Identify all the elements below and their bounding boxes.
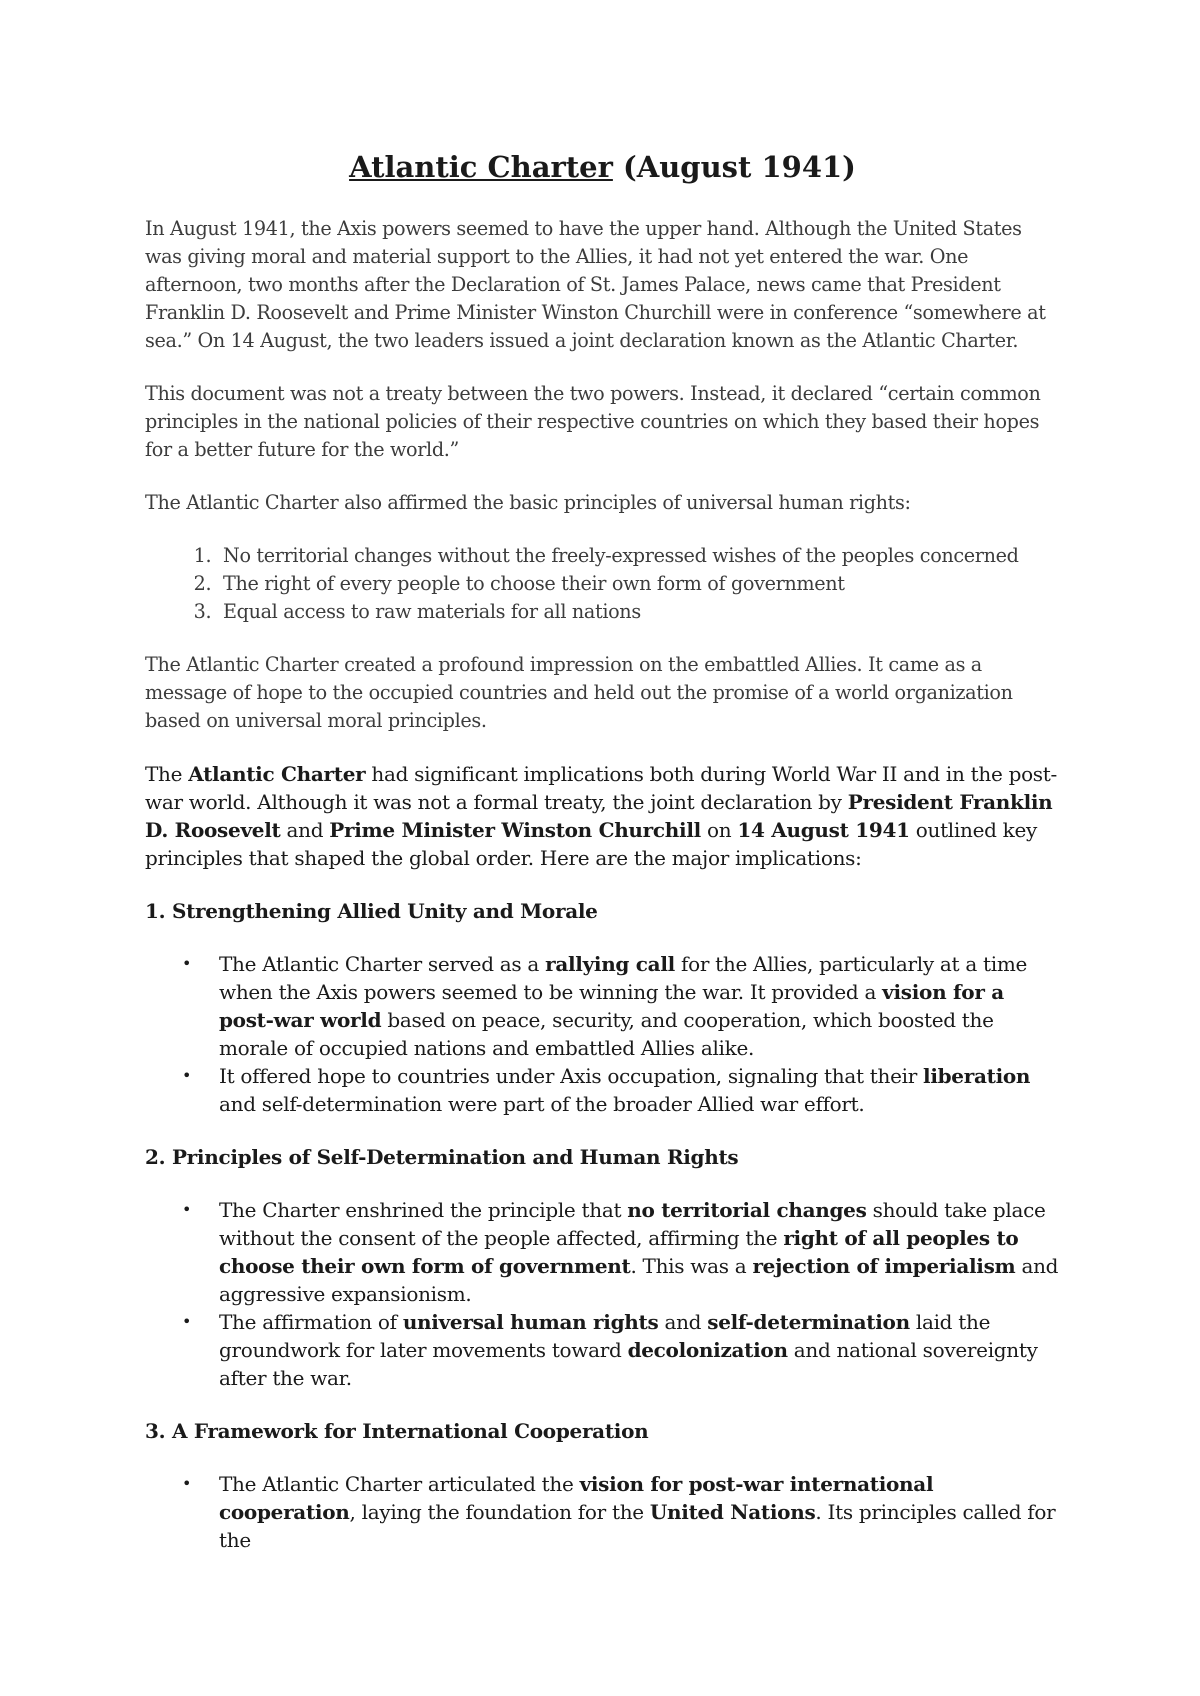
text-run: and self-determination were part of the broader Allied war effort.: [219, 1092, 865, 1116]
bullet-icon: •: [182, 1200, 192, 1219]
bold-term: President Franklin D. Roosevelt: [145, 790, 1053, 842]
bold-term: liberation: [923, 1064, 1031, 1088]
section-2-bullets: [145, 1196, 1060, 1392]
section-1-heading: 1. Strengthening Allied Unity and Morale: [145, 899, 598, 923]
document-page: [145, 145, 1060, 1579]
text-run: The Atlantic Charter articulated the: [219, 1472, 580, 1496]
section-1-bullets: [145, 950, 1060, 1118]
text-run: based on peace, security, and cooperation, which boosted the morale of occupied nations and embattled Allies alike.: [219, 1008, 994, 1060]
text-run: and national sovereignty after the war.: [219, 1338, 1038, 1390]
text-run: and: [280, 818, 330, 842]
section-2-heading: 2. Principles of Self-Determination and Human Rights: [145, 1145, 739, 1169]
bold-term: rejection of imperialism: [752, 1254, 1016, 1278]
principles-list: [145, 542, 1060, 626]
title-date: (August 1941): [612, 150, 856, 184]
text-run: , laying the foundation for the: [349, 1500, 650, 1524]
bullet-icon: •: [182, 1474, 192, 1493]
bold-term: decolonization: [627, 1338, 788, 1362]
text-run: on: [700, 818, 738, 842]
list-item: [182, 950, 1060, 1062]
list-item: 1. No territorial changes without the freely-expressed wishes of the peoples concerned: [217, 542, 1060, 570]
text-run: had significant implications both during World War II and in the post-war world. Although it was not a formal treaty, the joint declaration by: [145, 762, 1057, 814]
bold-term: Prime Minister Winston Churchill: [329, 818, 701, 842]
text-run: laid the groundwork for later movements toward: [219, 1310, 991, 1362]
bold-term: right of all peoples to choose their own form of government: [219, 1226, 1019, 1278]
text-run: . This was a: [630, 1254, 753, 1278]
list-item: 2. The right of every people to choose their own form of government: [217, 570, 1060, 598]
text-run: . Its principles called for the: [219, 1500, 1056, 1552]
section-3-bullets: [145, 1470, 1060, 1554]
list-item: [182, 1308, 1060, 1392]
bold-term: no territorial changes: [627, 1198, 867, 1222]
intro-section: [145, 215, 1060, 735]
text-run: for the Allies, particularly at a time when the Axis powers seemed to be winning the war. It provided a: [219, 952, 1028, 1004]
intro-paragraph-4: The Atlantic Charter created a profound impression on the embattled Allies. It came as a message of hope to the occupied countries and held out the promise of a world organization based on universal moral principles.: [145, 653, 1013, 732]
bold-term: rallying call: [545, 952, 675, 976]
implications-section: [145, 760, 1060, 1554]
implications-intro: [145, 760, 1060, 872]
list-item: [182, 1196, 1060, 1308]
text-run: and aggressive expansionism.: [219, 1254, 1059, 1306]
text-run: outlined key principles that shaped the global order. Here are the major implications:: [145, 818, 1038, 870]
section-3-heading: 3. A Framework for International Cooperation: [145, 1419, 649, 1443]
title-main: Atlantic Charter: [349, 150, 613, 184]
bullet-icon: •: [182, 954, 192, 973]
bold-term: 14 August 1941: [737, 818, 910, 842]
list-item: [182, 1470, 1060, 1554]
document-title: [145, 145, 1060, 189]
text-run: It offered hope to countries under Axis occupation, signaling that their: [219, 1064, 924, 1088]
text-run: The Charter enshrined the principle that: [219, 1198, 628, 1222]
intro-paragraph-1: In August 1941, the Axis powers seemed to have the upper hand. Although the United States was giving moral and material support to the Allies, it had not yet entered the war. One afternoon, two months after the Declaration of St. James Palace, news came that President Franklin D. Roosevelt and Prime Minister Winston Churchill were in conference “somewhere at sea.” On 14 August, the two leaders issued a joint declaration known as the Atlantic Charter.: [145, 217, 1046, 352]
text-run: The Atlantic Charter served as a: [219, 952, 546, 976]
bold-term: self-determination: [707, 1310, 910, 1334]
bold-term: vision for a post-war world: [219, 980, 1004, 1032]
bullet-icon: •: [182, 1312, 192, 1331]
text-run: should take place without the consent of the people affected, affirming the: [219, 1198, 1046, 1250]
list-item: [182, 1062, 1060, 1118]
intro-paragraph-2: This document was not a treaty between the two powers. Instead, it declared “certain common principles in the national policies of their respective countries on which they based their hopes for a better future for the world.”: [145, 382, 1041, 461]
list-item: 3. Equal access to raw materials for all nations: [217, 598, 1060, 626]
bold-term: vision for post-war international cooperation: [219, 1472, 934, 1524]
text-run: The: [145, 762, 189, 786]
text-run: The affirmation of: [219, 1310, 403, 1334]
bold-term: universal human rights: [402, 1310, 659, 1334]
bullet-icon: •: [182, 1066, 192, 1085]
bold-term: United Nations: [649, 1500, 816, 1524]
bold-term: Atlantic Charter: [188, 762, 366, 786]
intro-paragraph-3: The Atlantic Charter also affirmed the basic principles of universal human rights:: [145, 491, 911, 514]
text-run: and: [658, 1310, 708, 1334]
